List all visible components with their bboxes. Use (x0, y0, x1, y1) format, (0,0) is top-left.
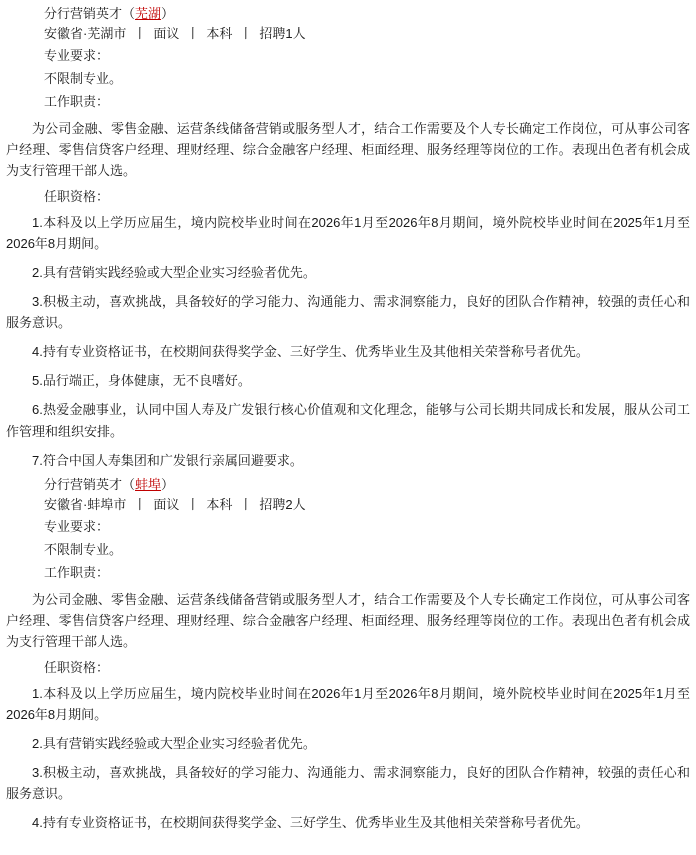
qualification-item: 4.持有专业资格证书，在校期间获得奖学金、三好学生、优秀毕业生及其他相关荣誉称号者优先。 (32, 814, 589, 830)
job-title-suffix: ） (161, 476, 175, 492)
job-meta (6, 494, 690, 515)
job-title-suffix: ） (161, 6, 175, 21)
job-education: 本科 (206, 26, 233, 41)
job-salary: 面议 (153, 496, 180, 512)
job-title (6, 4, 690, 23)
job-meta (6, 23, 690, 44)
job-education: 本科 (206, 496, 233, 512)
major-requirement-value: 不限制专业。 (44, 71, 123, 86)
duty-label: 工作职责： (44, 564, 110, 580)
job-headcount: 招聘1人 (259, 26, 306, 41)
qualification-item: 2.具有营销实践经验或大型企业实习经验者优先。 (32, 265, 316, 281)
qualification-item: 1.本科及以上学历应届生，境内院校毕业时间在2026年1月至2026年8月期间，境外院校毕业时间在2025年1月至2026年8月期间。 (6, 215, 690, 252)
job-location: 安徽省·蚌埠市 (44, 496, 127, 512)
job-title-city: 蚌埠 (135, 476, 162, 492)
job-posting-section (6, 475, 690, 837)
major-requirement-label: 专业要求： (44, 518, 110, 534)
qualification-item: 6.热爱金融事业，认同中国人寿及广发银行核心价值观和文化理念，能够与公司长期共同成长和发展，服从公司工作管理和组织安排。 (6, 402, 690, 439)
qualification-item: 2.具有营销实践经验或大型企业实习经验者优先。 (32, 735, 316, 751)
meta-separator: 丨 (239, 496, 253, 512)
meta-separator: 丨 (133, 496, 147, 512)
duty-text: 为公司金融、零售金融、运营条线储备营销或服务型人才，结合工作需要及个人专长确定工作岗位，可从事公司客户经理、零售信贷客户经理、理财经理、综合金融客户经理、柜面经理、服务经理等岗位的工作。表现出色者有机会成为支行管理干部人选。 (6, 121, 690, 179)
meta-separator: 丨 (239, 26, 253, 41)
job-posting-section (6, 4, 690, 475)
qualification-label: 任职资格： (44, 659, 110, 675)
job-title-prefix: 分行营销英才（ (44, 6, 136, 21)
meta-separator: 丨 (186, 496, 200, 512)
job-location: 安徽省·芜湖市 (44, 26, 127, 41)
qualification-item: 4.持有专业资格证书，在校期间获得奖学金、三好学生、优秀毕业生及其他相关荣誉称号者优先。 (32, 344, 589, 360)
qualification-label: 任职资格： (44, 189, 110, 205)
qualification-item: 3.积极主动，喜欢挑战，具备较好的学习能力、沟通能力、需求洞察能力，良好的团队合作精神，较强的责任心和服务意识。 (6, 294, 690, 331)
job-title (6, 475, 690, 494)
qualification-item: 7.符合中国人寿集团和广发银行亲属回避要求。 (32, 452, 303, 468)
duty-text: 为公司金融、零售金融、运营条线储备营销或服务型人才，结合工作需要及个人专长确定工作岗位，可从事公司客户经理、零售信贷客户经理、理财经理、综合金融客户经理、柜面经理、服务经理等岗位的工作。表现出色者有机会成为支行管理干部人选。 (6, 591, 690, 649)
job-title-prefix: 分行营销英才（ (44, 476, 136, 492)
major-requirement-value: 不限制专业。 (44, 541, 123, 557)
qualification-item: 1.本科及以上学历应届生，境内院校毕业时间在2026年1月至2026年8月期间，境外院校毕业时间在2025年1月至2026年8月期间。 (6, 685, 690, 722)
major-requirement-label: 专业要求： (44, 48, 110, 63)
meta-separator: 丨 (186, 26, 200, 41)
duty-label: 工作职责： (44, 94, 110, 109)
job-salary: 面议 (153, 26, 180, 41)
job-title-city: 芜湖 (135, 6, 162, 21)
job-headcount: 招聘2人 (259, 496, 306, 512)
qualification-item: 5.品行端正，身体健康，无不良嗜好。 (32, 373, 251, 389)
meta-separator: 丨 (133, 26, 147, 41)
qualification-item: 3.积极主动，喜欢挑战，具备较好的学习能力、沟通能力、需求洞察能力，良好的团队合作精神，较强的责任心和服务意识。 (6, 764, 690, 801)
